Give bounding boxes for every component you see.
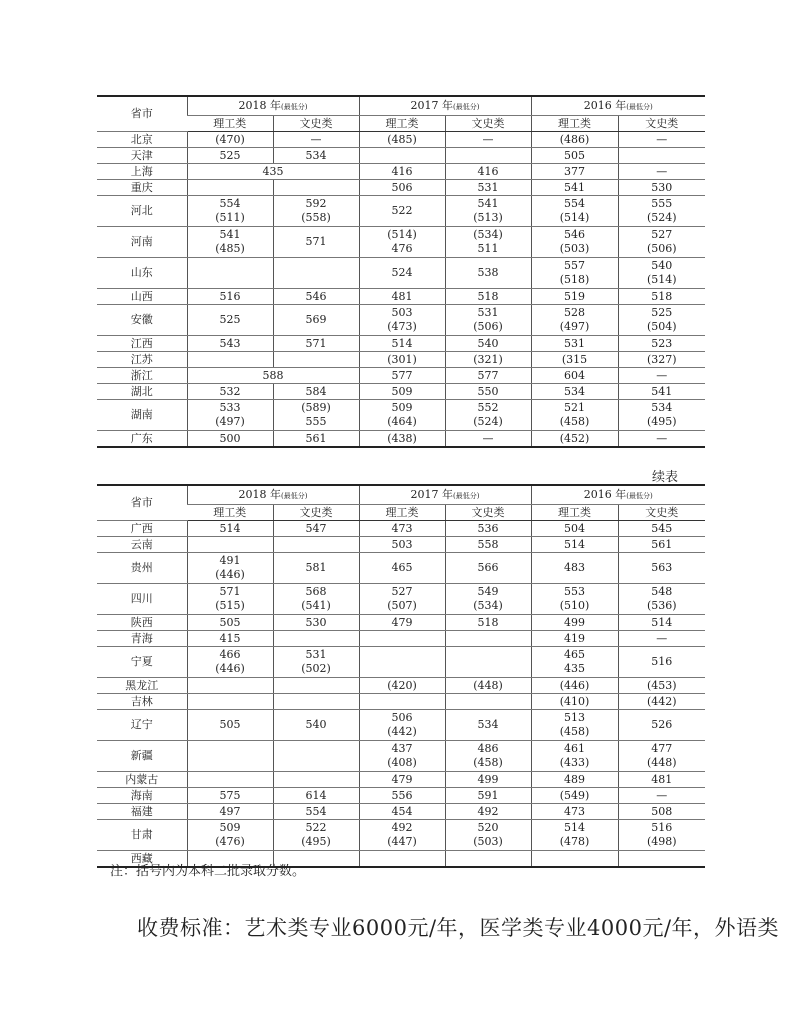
category-header: 文史类 (445, 505, 531, 521)
score-cell: 489 (531, 772, 618, 788)
score-cell: 531 (502) (273, 647, 359, 678)
score-cell: 561 (273, 431, 359, 448)
table-row (97, 258, 705, 289)
table-row (97, 164, 705, 180)
score-cell: 526 (618, 710, 705, 741)
score-cell: 503 (473) (359, 305, 445, 336)
table-row (97, 615, 705, 631)
score-cell: 520 (503) (445, 820, 531, 851)
province-cell: 宁夏 (97, 647, 187, 678)
year-label: 2017 年 (410, 98, 454, 112)
province-cell: 四川 (97, 584, 187, 615)
score-cell (273, 258, 359, 289)
score-cell: 546 (503) (531, 227, 618, 258)
category-header: 理工类 (187, 116, 273, 132)
score-cell: 538 (445, 258, 531, 289)
score-cell: 415 (187, 631, 273, 647)
score-cell: 525 (187, 305, 273, 336)
score-cell: 492 (445, 804, 531, 820)
year-label: 2017 年 (410, 487, 454, 501)
score-cell: (327) (618, 352, 705, 368)
table-row (97, 694, 705, 710)
score-cell (187, 741, 273, 772)
score-cell: 541 (485) (187, 227, 273, 258)
score-cell: 518 (445, 289, 531, 305)
score-cell: — (618, 164, 705, 180)
table-row (97, 647, 705, 678)
score-cell: 416 (359, 164, 445, 180)
province-cell: 湖北 (97, 384, 187, 400)
category-header: 理工类 (187, 505, 273, 521)
year-note: (最低分) (626, 491, 653, 500)
province-cell: 新疆 (97, 741, 187, 772)
score-cell: 568 (541) (273, 584, 359, 615)
score-cell: 503 (359, 537, 445, 553)
score-cell: 569 (273, 305, 359, 336)
score-cell: 492 (447) (359, 820, 445, 851)
table-row (97, 553, 705, 584)
score-cell: — (618, 631, 705, 647)
score-cell: (442) (618, 694, 705, 710)
table-row (97, 227, 705, 258)
score-cell: 554 (514) (531, 196, 618, 227)
table-row (97, 710, 705, 741)
score-cell (273, 772, 359, 788)
score-cell (273, 694, 359, 710)
score-cell: 521 (458) (531, 400, 618, 431)
score-cell: 509 (464) (359, 400, 445, 431)
score-cell: 534 (445, 710, 531, 741)
score-cell (187, 258, 273, 289)
year-header (531, 485, 705, 505)
score-cell (273, 537, 359, 553)
table-row (97, 431, 705, 448)
score-cell (187, 678, 273, 694)
table-row (97, 584, 705, 615)
score-cell: — (618, 368, 705, 384)
score-cell: (321) (445, 352, 531, 368)
score-cell: 522 (359, 196, 445, 227)
score-cell: — (445, 132, 531, 148)
score-cell: 504 (531, 521, 618, 537)
province-cell: 江苏 (97, 352, 187, 368)
year-label: 2018 年 (238, 487, 282, 501)
score-cell: 483 (531, 553, 618, 584)
score-cell: 543 (187, 336, 273, 352)
score-cell: 377 (531, 164, 618, 180)
score-cell (359, 148, 445, 164)
category-header: 理工类 (359, 505, 445, 521)
score-cell: 547 (273, 521, 359, 537)
province-cell: 天津 (97, 148, 187, 164)
score-cell: 465 435 (531, 647, 618, 678)
score-cell: 557 (518) (531, 258, 618, 289)
score-cell: 541 (531, 180, 618, 196)
score-cell: 419 (531, 631, 618, 647)
score-cell: 499 (531, 615, 618, 631)
score-cell: 548 (536) (618, 584, 705, 615)
score-cell: (534) 511 (445, 227, 531, 258)
fee-standard-text: 收费标准：艺术类专业6000元/年，医学类专业4000元/年，外语类 (137, 916, 780, 940)
category-header: 文史类 (445, 116, 531, 132)
table-row (97, 400, 705, 431)
score-cell: 604 (531, 368, 618, 384)
province-cell: 山东 (97, 258, 187, 289)
score-cell: 531 (531, 336, 618, 352)
score-cell: 552 (524) (445, 400, 531, 431)
score-cell: 465 (359, 553, 445, 584)
score-cell: 514 (531, 537, 618, 553)
score-cell: 554 (511) (187, 196, 273, 227)
score-cell: 516 (187, 289, 273, 305)
score-cell (445, 631, 531, 647)
province-cell: 内蒙古 (97, 772, 187, 788)
score-cell: 461 (433) (531, 741, 618, 772)
score-cell (445, 647, 531, 678)
table-row (97, 132, 705, 148)
score-cell: 534 (495) (618, 400, 705, 431)
score-cell: (301) (359, 352, 445, 368)
score-cell: 530 (618, 180, 705, 196)
score-cell: — (273, 132, 359, 148)
score-cell: 473 (531, 804, 618, 820)
score-cell: 575 (187, 788, 273, 804)
year-note: (最低分) (626, 102, 653, 111)
score-cell: 437 (408) (359, 741, 445, 772)
table-row (97, 368, 705, 384)
score-cell: (448) (445, 678, 531, 694)
province-cell: 河北 (97, 196, 187, 227)
score-cell: 577 (359, 368, 445, 384)
score-cell: (410) (531, 694, 618, 710)
table-row (97, 788, 705, 804)
score-cell: (446) (531, 678, 618, 694)
score-cell: 554 (273, 804, 359, 820)
table-row (97, 384, 705, 400)
score-cell (187, 772, 273, 788)
score-cell: (486) (531, 132, 618, 148)
table-row (97, 521, 705, 537)
table-row (97, 148, 705, 164)
score-cell: 532 (187, 384, 273, 400)
score-cell: — (618, 431, 705, 448)
continued-label: 续表 (652, 470, 679, 485)
table-row (97, 196, 705, 227)
score-table-1 (97, 95, 705, 448)
score-cell: 525 (504) (618, 305, 705, 336)
score-cell (445, 148, 531, 164)
score-cell: 571 (515) (187, 584, 273, 615)
score-cell: 473 (359, 521, 445, 537)
table-row (97, 772, 705, 788)
score-cell: (452) (531, 431, 618, 448)
province-cell: 广东 (97, 431, 187, 448)
score-cell: 571 (273, 227, 359, 258)
province-cell: 重庆 (97, 180, 187, 196)
score-cell: (420) (359, 678, 445, 694)
score-cell (187, 352, 273, 368)
table-row (97, 180, 705, 196)
year-label: 2016 年 (583, 487, 627, 501)
score-cell: 558 (445, 537, 531, 553)
table-row (97, 678, 705, 694)
score-cell: 556 (359, 788, 445, 804)
score-cell: 466 (446) (187, 647, 273, 678)
score-cell: 522 (495) (273, 820, 359, 851)
category-header: 理工类 (359, 116, 445, 132)
score-cell: 540 (273, 710, 359, 741)
score-cell: 553 (510) (531, 584, 618, 615)
province-cell: 山西 (97, 289, 187, 305)
score-cell: (514) 476 (359, 227, 445, 258)
score-cell: 514 (478) (531, 820, 618, 851)
score-cell: 454 (359, 804, 445, 820)
category-header: 理工类 (531, 505, 618, 521)
category-header: 理工类 (531, 116, 618, 132)
score-cell (187, 180, 273, 196)
score-cell: 531 (445, 180, 531, 196)
score-cell: 514 (618, 615, 705, 631)
score-cell: 546 (273, 289, 359, 305)
province-cell: 安徽 (97, 305, 187, 336)
score-cell: 508 (618, 804, 705, 820)
score-cell: 479 (359, 772, 445, 788)
score-cell: 506 (442) (359, 710, 445, 741)
table-row (97, 336, 705, 352)
score-cell: 563 (618, 553, 705, 584)
score-cell: 592 (558) (273, 196, 359, 227)
score-cell: 541 (513) (445, 196, 531, 227)
table-row (97, 631, 705, 647)
score-cell: 491 (446) (187, 553, 273, 584)
score-cell: 534 (273, 148, 359, 164)
score-cell: 540 (514) (618, 258, 705, 289)
score-cell: 477 (448) (618, 741, 705, 772)
score-cell: 505 (187, 615, 273, 631)
score-cell: 550 (445, 384, 531, 400)
score-cell (531, 851, 618, 868)
province-cell: 北京 (97, 132, 187, 148)
score-cell: 509 (359, 384, 445, 400)
year-header (359, 485, 531, 505)
score-cell (187, 537, 273, 553)
score-cell: 506 (359, 180, 445, 196)
score-cell: 527 (506) (618, 227, 705, 258)
province-cell: 广西 (97, 521, 187, 537)
score-cell: 545 (618, 521, 705, 537)
score-cell: 516 (618, 647, 705, 678)
province-header: 省市 (97, 96, 187, 132)
table-row (97, 820, 705, 851)
score-cell: 530 (273, 615, 359, 631)
province-cell: 上海 (97, 164, 187, 180)
score-cell: 481 (618, 772, 705, 788)
province-cell: 辽宁 (97, 710, 187, 741)
merged-score-cell: 588 (187, 368, 359, 384)
score-cell: 505 (531, 148, 618, 164)
year-note: (最低分) (281, 102, 308, 111)
score-cell: 518 (618, 289, 705, 305)
score-cell: — (618, 788, 705, 804)
score-cell (359, 851, 445, 868)
province-cell: 甘肃 (97, 820, 187, 851)
score-cell: 500 (187, 431, 273, 448)
score-cell: (470) (187, 132, 273, 148)
score-cell: 571 (273, 336, 359, 352)
score-cell: 497 (187, 804, 273, 820)
score-cell: 534 (531, 384, 618, 400)
year-label: 2016 年 (583, 98, 627, 112)
score-cell: 481 (359, 289, 445, 305)
table-row (97, 289, 705, 305)
province-cell: 黑龙江 (97, 678, 187, 694)
table-row (97, 305, 705, 336)
category-header: 文史类 (618, 505, 705, 521)
table-row (97, 804, 705, 820)
score-cell (359, 694, 445, 710)
score-cell (359, 631, 445, 647)
score-cell: (315 (531, 352, 618, 368)
score-cell (618, 851, 705, 868)
score-cell: 584 (273, 384, 359, 400)
year-header (359, 96, 531, 116)
table-row (97, 352, 705, 368)
score-cell: — (445, 431, 531, 448)
province-cell: 吉林 (97, 694, 187, 710)
province-cell: 西藏 (97, 851, 187, 868)
score-cell: 528 (497) (531, 305, 618, 336)
score-cell: 514 (359, 336, 445, 352)
score-cell: 541 (618, 384, 705, 400)
province-cell: 福建 (97, 804, 187, 820)
merged-score-cell: 435 (187, 164, 359, 180)
category-header: 文史类 (273, 116, 359, 132)
category-header: 文史类 (618, 116, 705, 132)
score-cell: (589) 555 (273, 400, 359, 431)
province-cell: 湖南 (97, 400, 187, 431)
table-footnote: 注：括号内为本科二批录取分数。 (110, 864, 306, 879)
score-cell: 531 (506) (445, 305, 531, 336)
score-cell: 549 (534) (445, 584, 531, 615)
score-cell: 499 (445, 772, 531, 788)
score-cell: 566 (445, 553, 531, 584)
score-cell: 518 (445, 615, 531, 631)
score-cell: 561 (618, 537, 705, 553)
score-cell: 513 (458) (531, 710, 618, 741)
score-cell: 533 (497) (187, 400, 273, 431)
province-cell: 陕西 (97, 615, 187, 631)
score-cell (273, 352, 359, 368)
score-cell (445, 694, 531, 710)
score-cell: (485) (359, 132, 445, 148)
score-cell: (453) (618, 678, 705, 694)
year-header (187, 485, 359, 505)
category-header: 文史类 (273, 505, 359, 521)
score-cell: 509 (476) (187, 820, 273, 851)
score-cell: 536 (445, 521, 531, 537)
province-cell: 贵州 (97, 553, 187, 584)
year-note: (最低分) (281, 491, 308, 500)
year-note: (最低分) (453, 491, 480, 500)
score-cell: 516 (498) (618, 820, 705, 851)
score-cell: 514 (187, 521, 273, 537)
score-cell: 555 (524) (618, 196, 705, 227)
score-cell (273, 631, 359, 647)
score-cell: — (618, 132, 705, 148)
score-cell: 519 (531, 289, 618, 305)
score-cell: 581 (273, 553, 359, 584)
province-cell: 云南 (97, 537, 187, 553)
score-cell (273, 741, 359, 772)
score-cell: 524 (359, 258, 445, 289)
score-table-2 (97, 484, 705, 868)
province-cell: 江西 (97, 336, 187, 352)
year-header (187, 96, 359, 116)
score-cell: 591 (445, 788, 531, 804)
score-cell: 505 (187, 710, 273, 741)
table-row (97, 537, 705, 553)
table-row (97, 741, 705, 772)
score-cell: 479 (359, 615, 445, 631)
score-cell: 525 (187, 148, 273, 164)
score-cell: 577 (445, 368, 531, 384)
score-cell (273, 180, 359, 196)
score-cell (273, 678, 359, 694)
score-cell: (549) (531, 788, 618, 804)
score-cell: (438) (359, 431, 445, 448)
score-cell: 523 (618, 336, 705, 352)
score-cell: 486 (458) (445, 741, 531, 772)
province-cell: 海南 (97, 788, 187, 804)
year-label: 2018 年 (238, 98, 282, 112)
score-cell: 416 (445, 164, 531, 180)
score-cell (618, 148, 705, 164)
score-cell: 540 (445, 336, 531, 352)
score-cell: 527 (507) (359, 584, 445, 615)
province-cell: 河南 (97, 227, 187, 258)
score-cell: 614 (273, 788, 359, 804)
score-cell (445, 851, 531, 868)
score-cell (359, 647, 445, 678)
province-cell: 浙江 (97, 368, 187, 384)
year-note: (最低分) (453, 102, 480, 111)
province-header: 省市 (97, 485, 187, 521)
score-cell (187, 694, 273, 710)
province-cell: 青海 (97, 631, 187, 647)
year-header (531, 96, 705, 116)
